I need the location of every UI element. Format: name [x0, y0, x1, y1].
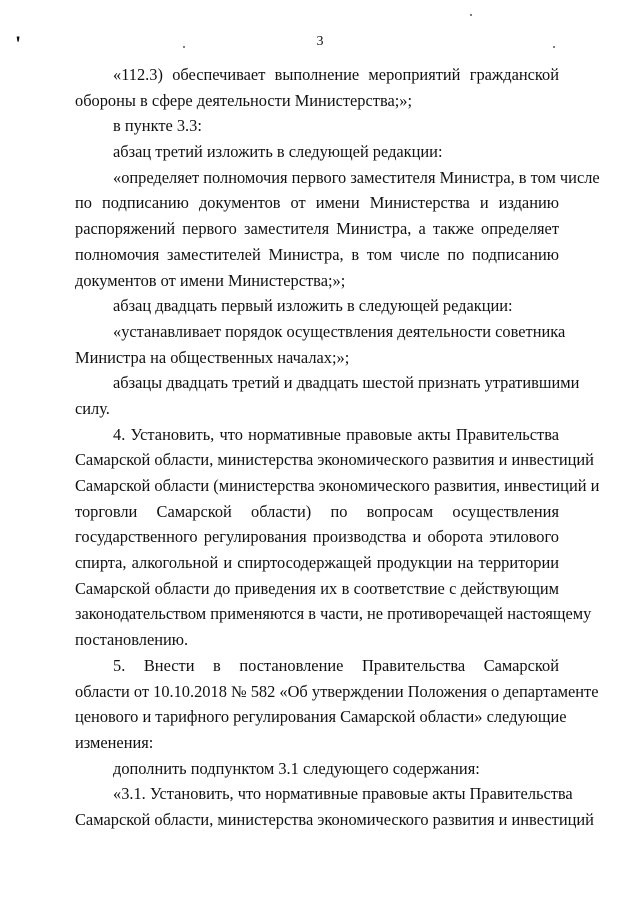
text-line: законодательством применяются в части, не противоречащей настоящему: [75, 604, 592, 624]
text-line: изменения:: [75, 732, 154, 752]
text-line: области от 10.10.2018 № 582 «Об утверждении Положения о департаменте: [75, 681, 599, 701]
text-line: ценового и тарифного регулирования Самарской области» следующие: [75, 707, 567, 727]
text-line: обороны в сфере деятельности Министерства;»;: [75, 90, 413, 110]
text-line: силу.: [75, 398, 110, 418]
text-line: «3.1. Установить, что нормативные правовые акты Правительства: [113, 784, 573, 804]
document-body: [75, 62, 600, 833]
text-line: Самарской области, министерства экономического развития и инвестиций: [75, 809, 594, 829]
text-line: Самарской области до приведения их в соответствие с действующим: [75, 578, 559, 598]
text-line: постановлению.: [75, 630, 189, 650]
text-line: по подписанию документов от имени Министерства и изданию: [75, 193, 559, 213]
text-line: абзацы двадцать третий и двадцать шестой признать утратившими: [113, 373, 580, 393]
text-line: торговли Самарской области) по вопросам осуществления: [75, 501, 559, 521]
text-line: полномочия заместителей Министра, в том числе по подписанию: [75, 244, 559, 264]
text-line: абзац третий изложить в следующей редакции:: [113, 142, 443, 162]
scan-mark: ꞌ: [16, 34, 21, 50]
text-line: Министра на общественных началах;»;: [75, 347, 350, 367]
text-line: «устанавливает порядок осуществления деятельности советника: [113, 321, 566, 341]
text-line: в пункте 3.3:: [113, 116, 202, 136]
text-line: распоряжений первого заместителя Министра, а также определяет: [75, 219, 559, 239]
text-line: Самарской области, министерства экономического развития и инвестиций: [75, 450, 594, 470]
text-line: 5. Внести в постановление Правительства Самарской: [113, 655, 559, 675]
text-line: «112.3) обеспечивает выполнение мероприятий гражданской: [113, 65, 559, 84]
page-number: 3: [316, 34, 324, 49]
text-line: документов от имени Министерства;»;: [75, 270, 346, 290]
text-line: Самарской области (министерства экономического развития, инвестиций и: [75, 476, 600, 495]
text-line: дополнить подпунктом 3.1 следующего содержания:: [113, 758, 480, 778]
text-line: государственного регулирования производства и оборота этилового: [75, 527, 559, 547]
text-line: «определяет полномочия первого заместителя Министра, в том числе: [113, 167, 600, 187]
scan-speck: [470, 14, 472, 16]
text-line: спирта, алкогольной и спиртосодержащей продукции на территории: [75, 553, 559, 573]
text-line: 4. Установить, что нормативные правовые акты Правительства: [113, 424, 559, 444]
text-line: абзац двадцать первый изложить в следующей редакции:: [113, 296, 513, 316]
